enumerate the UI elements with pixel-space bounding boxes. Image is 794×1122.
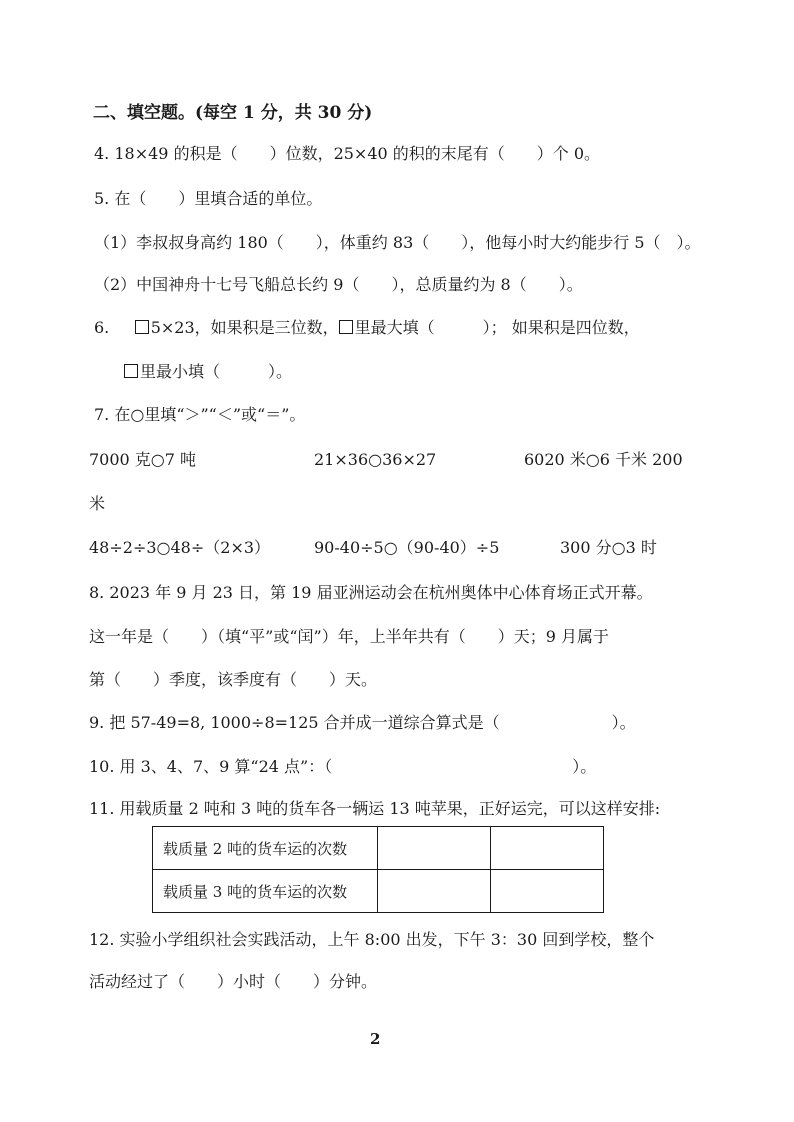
answer-cell[interactable] <box>378 870 491 913</box>
compare-item-continued: 米 <box>89 494 106 513</box>
section-title: 二、填空题。(每空 1 分，共 30 分) <box>93 103 373 123</box>
question-9: 9. 把 57-49=8, 1000÷8=125 合并成一道综合算式是（ ）。 <box>89 713 636 732</box>
question-8-line-1: 8. 2023 年 9 月 23 日，第 19 届亚洲运动会在杭州奥体中心体育场正式开幕。 <box>89 583 653 602</box>
answer-cell[interactable] <box>491 827 604 870</box>
question-12-line-1: 12. 实验小学组织社会实践活动，上午 8:00 出发，下午 3：30 回到学校，整个 <box>89 930 655 949</box>
table-row-label: 载质量 2 吨的货车运的次数 <box>153 827 378 870</box>
question-6-text-c: 里最小填（ ）。 <box>140 362 293 381</box>
question-5: 5. 在（ ）里填合适的单位。 <box>94 189 323 208</box>
compare-item: 48÷2÷3○48÷（2×3） <box>89 538 271 557</box>
question-5-part-1: （1）李叔叔身高约 180（ ），体重约 83（ ），他每小时大约能步行 5（ ）。 <box>94 233 701 252</box>
table-row <box>153 827 604 870</box>
blank-square-icon <box>135 320 149 334</box>
truck-trips-table <box>152 826 604 913</box>
question-12-line-2: 活动经过了（ ）小时（ ）分钟。 <box>89 972 378 991</box>
compare-item: 90-40÷5○（90-40）÷5 <box>314 538 500 557</box>
table-row <box>153 870 604 913</box>
question-6-line-2 <box>124 362 292 382</box>
question-6-text-b: 里最大填（ ）； 如果积是四位数， <box>354 318 640 337</box>
question-6-line-1 <box>94 318 640 338</box>
compare-item: 300 分○3 时 <box>560 538 657 557</box>
question-7: 7. 在○里填“＞”“＜”或“＝”。 <box>94 405 306 424</box>
question-5-part-2: （2）中国神舟十七号飞船总长约 9（ ），总质量约为 8（ ）。 <box>94 275 583 294</box>
question-8-line-3: 第（ ）季度，该季度有（ ）天。 <box>89 670 378 689</box>
compare-item: 7000 克○7 吨 <box>89 450 197 469</box>
question-4: 4. 18×49 的积是（ ）位数，25×40 的积的末尾有（ ）个 0。 <box>94 144 601 163</box>
question-6-number: 6. <box>94 318 110 337</box>
question-10: 10. 用 3、4、7、9 算“24 点”：（ ）。 <box>89 757 597 776</box>
answer-cell[interactable] <box>378 827 491 870</box>
compare-item: 21×36○36×27 <box>314 450 437 469</box>
answer-cell[interactable] <box>491 870 604 913</box>
question-8-line-2: 这一年是（ ）（填“平”或“闰”）年，上半年共有（ ）天；9 月属于 <box>89 627 609 646</box>
compare-item: 6020 米○6 千米 200 <box>524 450 683 469</box>
question-6-text-a: 5×23，如果积是三位数， <box>150 318 339 337</box>
blank-square-icon <box>124 364 138 378</box>
table-row-label: 载质量 3 吨的货车运的次数 <box>153 870 378 913</box>
page-number: 2 <box>370 1030 381 1048</box>
blank-square-icon <box>339 320 353 334</box>
question-11: 11. 用载质量 2 吨和 3 吨的货车各一辆运 13 吨苹果，正好运完，可以这样安排: <box>89 799 661 818</box>
